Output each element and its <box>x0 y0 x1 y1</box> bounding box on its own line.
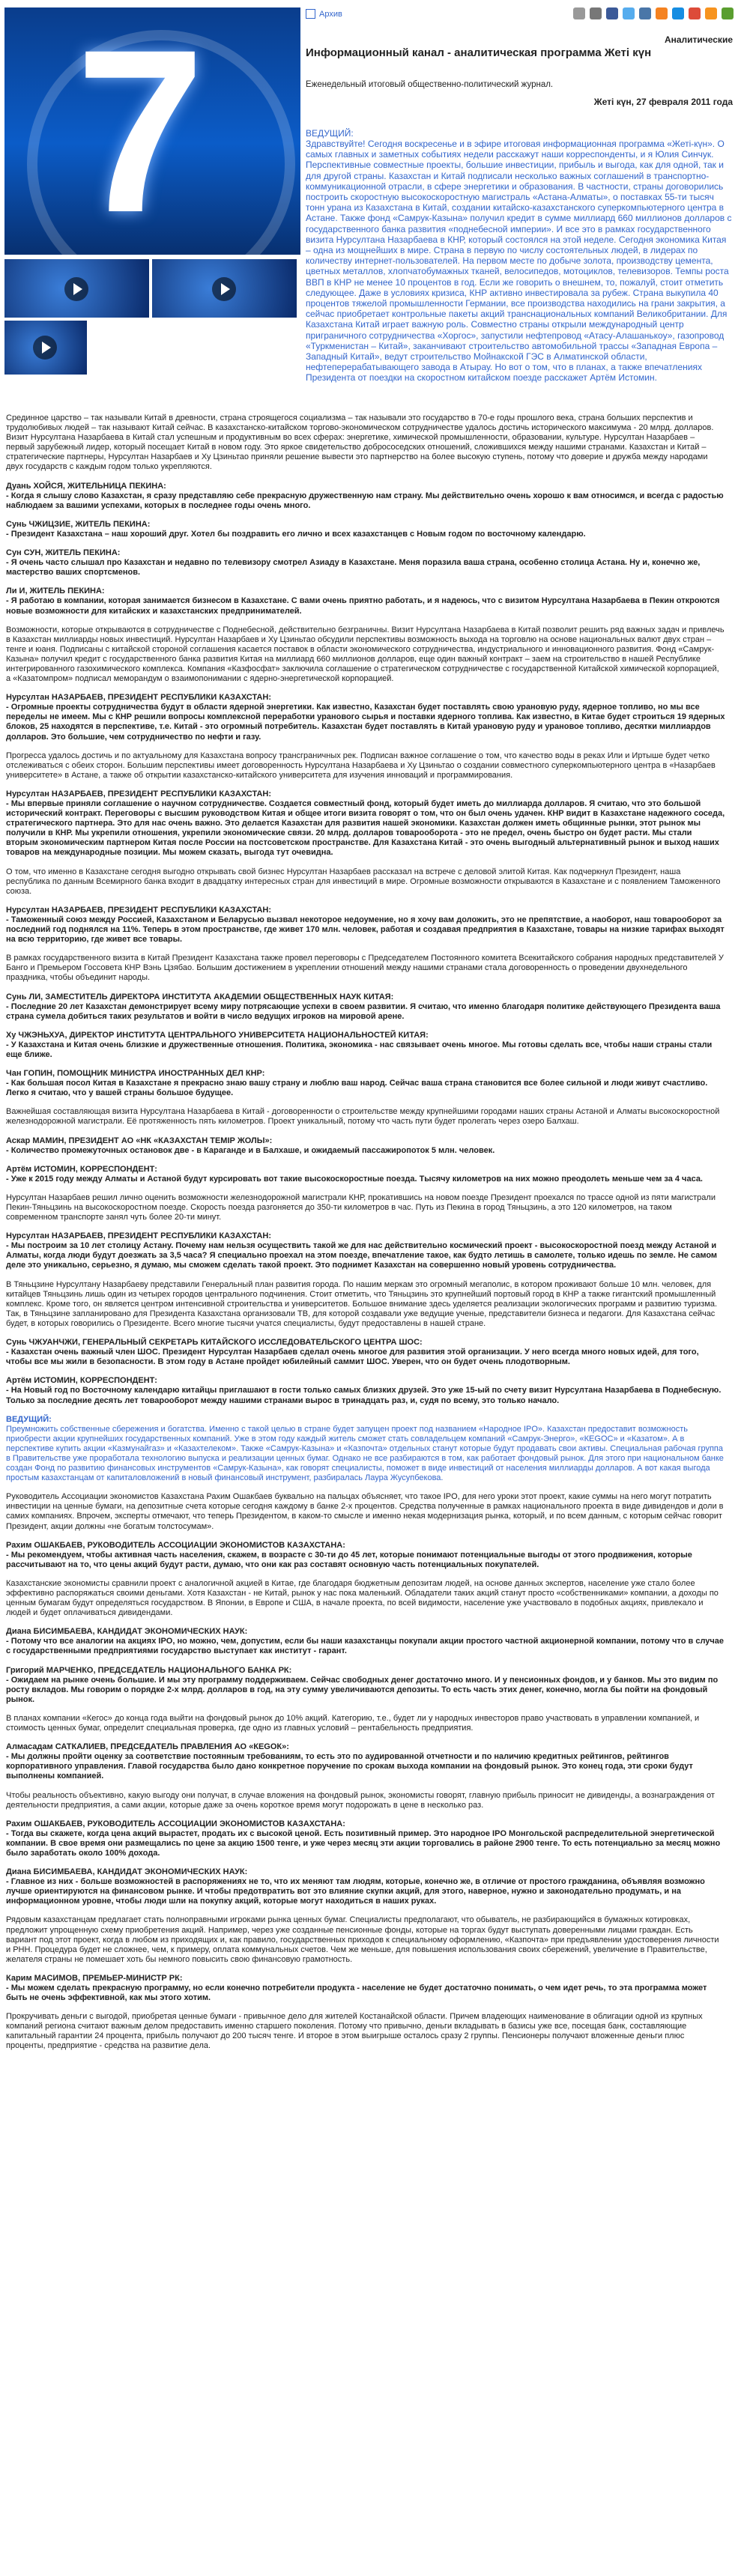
article-type: Аналитические <box>664 34 733 45</box>
quote-block <box>6 1338 725 1367</box>
paragraph-text: - Я работаю в компании, которая занимается бизнесом в Казахстане. С вами очень приятно работать, и я надеюсь, что с визитом Нурсултана Назарбаева в Пекин откроются новые возможности для китайских и казахстанских предпринимателей. <box>6 596 720 616</box>
paragraph-text: - Последние 20 лет Казахстан демонстрирует всему миру потрясающие успехи в своем развитии. Я считаю, что именно благодаря политике действующего Президента ваша страна сумела добиться таких результатов и войти в число ведущих игроков на мировой арене. <box>6 1001 721 1021</box>
speaker-name: Сунь ЧЖУАНЧЖИ, ГЕНЕРАЛЬНЫЙ СЕКРЕТАРЬ КИТАЙСКОГО ИССЛЕДОВАТЕЛЬСКОГО ЦЕНТРА ШОС: <box>6 1338 423 1348</box>
paragraph-text: - Потому что все аналогии на акциях IPO, но можно, чем, допустим, если бы наши казахстанцы покупали акции простого частной акционерной компании, потому что в случае с государственными предприятиями государство выступает как институт - гарант. <box>6 1637 725 1656</box>
paragraph <box>6 625 725 685</box>
paragraph <box>6 751 725 781</box>
quote-block <box>6 1031 725 1060</box>
speaker-name: Артём ИСТОМИН, КОРРЕСПОНДЕНТ: <box>6 1376 157 1386</box>
video-thumbnails <box>4 259 300 318</box>
quote-block <box>6 1376 725 1405</box>
article-subtitle: Еженедельный итоговый общественно-политический журнал. <box>306 80 554 89</box>
speaker-name: Сун СУН, ЖИТЕЛЬ ПЕКИНА: <box>6 548 121 558</box>
paragraph-text: О том, что именно в Казахстане сегодня выгодно открывать свой бизнес Нурсултан Назарбаев рассказал на встрече с деловой элитой Китая. Как подчеркнул Президент, наша республика по данным Всемирного банка входит в двадцатку интересных стран для инвестиций в мире. Огромные возможности открываются в Казахстане и с появлением Таможенного союза. <box>6 867 721 896</box>
paragraph-text: Прогресса удалось достичь и по актуальному для Казахстана вопросу трансграничных рек. Подписан важное соглашение о том, что качество воды в реках Или и Иртыше будет четко отслеживаться с обеих сторон. Большим перспективы имеет договоренность Нурсултана Назарбаева и Ху Цзиньтао о создании совместного суперкомпьютерного центра в «Назарбаев университете» в Астане, а также об открытии казахстанско-китайского университета для изучения инноваций и программирования. <box>6 751 716 780</box>
lead-text: Здравствуйте! Сегодня воскресенье и в эфире итоговая информационная программа «Жеті-күн». О самых главных и заметных событиях недели расскажут наши корреспонденты, и я Юлия Синчук. Перспективные совместные проекты, большие инвестиции, прибыль и выгода, как для одной, так и для другой страны. Казахстан и Китай подписали несколько важных соглашений в транспортно-коммуникационной отрасли, в сфере энергетики и образования. В частности, страны договорились построить скоростную высокоскоростную магистраль «Астана-Алматы», о поставках 55-ти тысяч тонн урана из Казахстана в Китай, создании китайско-казахстанского суперкомпьютерного центра в Астане. Также фонд «Самрук-Казына» получил кредит в сумме миллиард 660 миллионов долларов с государственного банка развития «поднебесной империи». И все это в рамках государственного визита Нурсултана Назарбаева в КНР, который состоялся на этой неделе. Сегодня экономика Китая – одна из мощнейших в мире. Страна в первую по числу состоятельных людей, в лидерах по количеству интернет-пользователей. На первом месте по добыче золота, производству цемента, цветных металлов, хлопчатобумажных тканей, велосипедов, мотоциклов, телевизоров. Темпы роста ВВП в КНР не менее 10 процентов в год. Если же говорить о внешнем, то, пожалуй, стоит отметить следующее. Даже в условиях кризиса, КНР активно инвестировала за рубеж. Страна выкупила 40 процентов тяжелой промышленности Германии, все производства находились на грани закрытия, а сейчас приобретает контрольные пакеты акций транснациональных компаний Великобритании. Для Казахстана Китай играет важную роль. Совместно страны открыли международный центр приграничного сотрудничества «Хоргос», запустили нефтепровод «Атасу-Алашанькоу», газопровод «Туркменистан – Китай», заканчивают строительство автомобильной трассы «Западная Европа – Западный Китай», ведут строительство Мойнакской ГЭС в Алматинской области, нефтеперерабатывающего завода в Атырау. Но вот о том, что в планах, а также впечатлениях Президента от поездки на скоростном китайском поезде расскажет Артём Истомин. <box>306 139 732 384</box>
article-header <box>306 34 733 384</box>
quote-block <box>6 693 725 742</box>
paragraph-text: - Мы впервые приняли соглашение о научном сотрудничестве. Создается совместный фонд, который будет иметь до миллиарда долларов. Я считаю, что это большой исторический контракт. Переговоры с высшим руководством Китая и общее итоги визита говорят о том, что он был очень удачен. КНР видит в Казахстане надежного соседа, стратегического партнера. Это для нас очень важно. Это делается Казахстан для развития нашей экономики. Казахстан должен иметь общинные рынки, этот рынок мы получили в КНР. Мы укрепили отношения, укрепили экономические связи. 20 млрд. долларов товарооборота - это не предел, очень быстро он будет расти. Мы стали вторым экономическим партнером Китая после России на постсоветском пространстве. Для Казахстана Китай - это очень выгодный альтернативный рынок и выход наших товаров на международные позиции. Мы можем сказать, выгода тут очевидна. <box>6 799 725 858</box>
quote-block <box>6 1819 725 1858</box>
quote-block <box>6 1666 725 1705</box>
speaker-name: Нурсултан НАЗАРБАЕВ, ПРЕЗИДЕНТ РЕСПУБЛИКИ КАЗАХСТАН: <box>6 1231 272 1241</box>
paragraph-text: Нурсултан Назарбаев решил лично оценить возможности железнодорожной магистрали КНР, прокатившись на новом поезде Президент проехался по трассе одной из пяти магистрали Пекин-Тяньцзинь на высокоскоростном поезде. Скорость поезда разгоняется до 350-ти километров в час. Путь из Пекина в город Тяньцзинь, а это 120 километров, на таком современном транспорте занял чуть более 20-ти минут. <box>6 1192 716 1222</box>
paragraph-text: В рамках государственного визита в Китай Президент Казахстана также провел переговоры с Председателем Постоянного комитета Всекитайского собрания народных представителей У Банго и Премьером Госсовета КНР Вэнь Цзябао. Большим достижением в укреплении отношений между нашими странами стала договоренность о проведении двухнедельного праздника, чтобы объединит народы. <box>6 954 724 983</box>
paragraph-text: Рядовым казахстанцам предлагает стать полноправными игроками рынка ценных бумаг. Специалисты предполагают, что обыватель, не разбирающийся в бумажных котировках, предложит упрощенную схему приобретения акций. Например, через уже созданные пенсионные фонды, которые на торгах будут выступать доверенными лицами граждан. Есть вариант под этот проект, когда в любом из приходящих и, как правило, государственных приходов к специальному оформлению, «Казпочта» при предъявлении удостоверения личности и РНН. Процедура будет не сложнее, чем, к примеру, оплата коммунальных счетов. Чем же меньше, для повышения использования своих сбережений, увеличение в Правительстве, желателя страны не помешает хоть бы немного повысить свою финансовую грамотность. <box>6 1915 719 1964</box>
paragraph <box>6 1579 725 1618</box>
play-icon[interactable] <box>64 277 88 301</box>
paragraph <box>6 1791 725 1810</box>
quote-block <box>6 1069 725 1098</box>
paragraph-text: - Главное из них - больше возможностей в распоряжениях не то, что их меняют там людям, которые, конечно же, в отличие от простого гражданина, объявляя возможно лучше ориентируются на финансовом рынке. И чтобы предотвратить вот это влияние скупки акций, для этого, наверное, нужно и законодательно продумать, и на информационном уровне, чтобы люди шли на покупку акций, которые могут находиться в наших руках. <box>6 1877 705 1906</box>
quote-block <box>6 1541 725 1570</box>
quote-block <box>6 1974 725 2003</box>
article-date: Жеті күн, 27 февраля 2011 года <box>593 97 733 107</box>
video-thumbnail[interactable] <box>152 259 297 318</box>
print-icon[interactable] <box>573 7 585 19</box>
paragraph-text: - У Казахстана и Китая очень близкие и дружественные отношения. Политика, экономика - нас связывает очень многое. Мы готовы сделать все, чтобы наши страны стали еще ближе. <box>6 1040 713 1059</box>
paragraph-text: Срединное царство – так называли Китай в древности, страна строящегося социализма – так называли это государство в 70-е годы прошлого века, страна больших перспектив и трудолюбивых людей – так называют Китай сейчас. В казахстанско-китайском торгово-экономическом сотрудничестве удалось достичь исторического максимума - 20 млрд. долларов. Визит Нурсултана Назарбаева в Китай стал успешным и продуктивным во всех сферах: энергетике, химической промышленности, образовании, культуре. Нурсултан Назарбаев – первый зарубежный лидер, который посещает Китай в новом году. Это яркое свидетельство добрососедских отношений, сложившихся между нашими странами. Казахстан и Китай – стратегические партнеры, Нурсултан Назарбаев и Ху Цзиньтао приняли решение вывести это партнерство на более высокую ступень, потому что доверие и дружба между народами двух государств с каждым годом только укрепляются. <box>6 413 714 472</box>
speaker-name: Алмасадам САТКАЛИЕВ, ПРЕДСЕДАТЕЛЬ ПРАВЛЕНИЯ АО «КЕGОК»: <box>6 1742 289 1752</box>
paragraph <box>6 867 725 897</box>
paragraph-text: - Количество промежуточных остановок две - в Караганде и в Балхаше, и ожидаемый пассажиропоток 5 млн. человек. <box>6 1145 495 1155</box>
odnoklassniki-icon[interactable] <box>656 7 668 19</box>
google-icon[interactable] <box>689 7 701 19</box>
video-thumbnail[interactable] <box>4 321 87 375</box>
paragraph <box>6 1915 725 1964</box>
article-title: Информационный канал - аналитическая программа Жеті күн <box>306 46 652 59</box>
paragraph <box>6 1280 725 1329</box>
twitter-icon[interactable] <box>623 7 635 19</box>
speaker-name: Нурсултан НАЗАРБАЕВ, ПРЕЗИДЕНТ РЕСПУБЛИКИ КАЗАХСТАН: <box>6 693 272 703</box>
paragraph-text: Преумножить собственные сбережения и богатства. Именно с такой целью в стране будет запущен проект под названием «Народное IPO». Казахстан предоставит возможность приобрести акции крупнейших государственных компаний. Уже в этом году каждый житель сможет стать совладельцем компаний «Самрук-Энерго», «КЕGОС» и «Казатом». А в перспективе купить акции «Казмунайгаз» и «Казахтелеком». Также «Самрук-Казына» и «Казпочта» отдельных станут которые будут продавать свои активы. Специальная рабочая группа в Правительстве уже проработала технологию выпуска и реализации ценных бумаг. Однако не все разбираются в том, как работает фондовый рынок. Для этого при национальном банке создан Фонд по развитию финансовых инструментов «Самрук-Казына», как говорят специалисты, поможет в виде инвестиций от населения миллиарды долларов. А вот какая выгода простым казахстанцам от капиталовложений в новый финансовый инструмент, разбиралась Лаура Жусупбекова. <box>6 1424 724 1483</box>
paragraph-text: - Ожидаем на рынке очень большие. И мы эту программу поддерживаем. Сейчас свободных денег достаточно много. И у пенсионных фондов, и у банков. Мы это видим по росту вкладов. Мы говорим о порядке 2-х млрд. долларов в год, на эту сумму увеличиваются депозиты. То есть часть этих денег, конечно, могла бы пойти на фондовый рынок. <box>6 1675 719 1704</box>
paragraph-text: - Казахстан очень важный член ШОС. Президент Нурсултан Назарбаев сделал очень многое для развития этой организации. У него всегда много новых идей, для того, чтобы все мы жили в безопасности. В этом году в Астане пройдет юбилейный саммит ШОС. Уверен, что он будет очень плодотворным. <box>6 1348 699 1367</box>
paragraph-text: Возможности, которые открываются в сотрудничестве с Поднебесной, действительно безграничны. Визит Нурсултана Назарбаева в Китай позволит решить ряд важных задач и привлечь в Казахстан миллиарды новых инвестиций. Нурсултан Назарбаев и Ху Цзиньтао обсудили перспективы возможность выхода на торговлю на основе национальных валют двух стран – тенге и юаня. Подписаны с китайской стороной соглашения касается поставок в области экономического сотрудничества, индустриального и инновационного развития. Фонд «Самрук-Казына» получил кредит с государственного банка развития Китая на миллиард 660 миллионов долларов, еще один важный контракт – заем на строительство в нашей Республике интегрированного газохимического комплекса. Компания «Казфосфат» заключила соглашение о стратегическом сотрудничестве с государственной Китайской химической корпорацией, а «Казатомпром» подписал меморандум о взаимопонимании с ядерно-энергетической корпорацией. <box>6 625 725 684</box>
paragraph-text: - Мы построим за 10 лет столицу Астану. Почему нам нельзя осуществить такой же для нас действительно космический проект - высокоскоростной поезд между Астаной и Алматы, когда люди будут доезжать за 3,5 часа? Я специально проехал на этом поезде, впечатление такое, как будто летишь в самолете, только идешь по земле. Не самом деле это уникально, серьезно, я думаю, мы сможем сделать такой проект. Это поднимет Казахстан на совершенно новый уровень сотрудничества. <box>6 1241 718 1270</box>
paragraph-text: - Я очень часто слышал про Казахстан и недавно по телевизору смотрел Азиаду в Казахстане. Меня поразила ваша страна, особенно столица Астана. Ну и, конечно же, мастерство ваших спортсменов. <box>6 558 701 578</box>
speaker-name: Нурсултан НАЗАРБАЕВ, ПРЕЗИДЕНТ РЕСПУБЛИКИ КАЗАХСТАН: <box>6 789 272 798</box>
video-thumbnail[interactable] <box>4 259 149 318</box>
speaker-name: Ли И, ЖИТЕЛЬ ПЕКИНА: <box>6 587 105 596</box>
speaker-name: Карим МАСИМОВ, ПРЕМЬЕР-МИНИСТР РК: <box>6 1973 183 1983</box>
lead-speaker: ВЕДУЩИЙ: <box>306 128 354 139</box>
breadcrumb-label[interactable]: Архив <box>319 9 342 19</box>
paragraph-text: - На Новый год по Восточному календарю китайцы приглашают в гости только самых близких друзей. Это уже 15-ый по счету визит Нурсултана Назарбаева в Поднебесную. Только за последние десять лет товарооборот между нашими странами вырос в тринадцать раз, и, судя по всему, это только начало. <box>6 1386 722 1405</box>
mail-icon[interactable] <box>590 7 602 19</box>
channel-logo-image: 7 <box>4 7 300 255</box>
quote-block <box>6 1136 725 1156</box>
speaker-name: Нурсултан НАЗАРБАЕВ, ПРЕЗИДЕНТ РЕСПУБЛИКИ КАЗАХСТАН: <box>6 905 272 915</box>
speaker-name: Сунь ЧЖИЦЗИЕ, ЖИТЕЛЬ ПЕКИНА: <box>6 519 151 529</box>
paragraph-text: - Мы можем сделать прекрасную программу, но если конечно потребители продукта - население не будет достаточно понимать, о чем идет речь, то эта программа может быть не очень эффективной, как мы этого хотим. <box>6 1983 707 2003</box>
speaker-name: Диана БИСИМБАЕВА, КАНДИДАТ ЭКОНОМИЧЕСКИХ НАУК: <box>6 1867 248 1877</box>
paragraph-text: - Таможенный союз между Россией, Казахстаном и Беларусью вызвал некоторое недоумение, но я хочу вам доложить, это не препятствие, а наоборот, наш товарооборот за последний год поднялся на 11%. Теперь в этом пространстве, где живет 170 млн. человек, работая и создавая предприятия в Казахстане, товары на низкие тарифах выходят на всю территорию, где живет все товары. <box>6 915 725 945</box>
paragraph-text: - Когда я слышу слово Казахстан, я сразу представляю себе прекрасную дружественную нам страну. Мы действительно очень хорошо к вам относимся, и всегда с радостью наблюдаем за вашими успехами, которых в последнее годы очень много. <box>6 491 724 510</box>
speaker-name: Ху ЧЖЭНЬХУА, ДИРЕКТОР ИНСТИТУТА ЦЕНТРАЛЬНОГО УНИВЕРСИТЕТА НАЦИОНАЛЬНОСТЕЙ КИТАЯ: <box>6 1030 429 1040</box>
media-column <box>4 7 300 375</box>
paragraph <box>6 1714 725 1733</box>
paragraph-text: - Президент Казахстана – наш хороший друг. Хотел бы поздравить его лично и всех казахстанцев с Новым годом по восточному календарю. <box>6 529 586 539</box>
paragraph <box>6 1107 725 1127</box>
paragraph-text: В планах компании «Кегос» до конца года выйти на фондовый рынок до 10% акций. Категорию, т.е., будет ли у народных инвесторов право участвовать в управлении компанией, и стоимость ценных бумаг, определит специальная проверка, где одно из главных условий – рентабельность предприятия. <box>6 1713 700 1733</box>
breadcrumb[interactable] <box>306 9 342 19</box>
paragraph-text: Прокручивать деньги с выгодой, приобретая ценные бумаги - привычное дело для жителей Костанайской области. Причем владеющих наименование в облигации одной из крупных компаний региона считают важным делом предоставить именно старшего поколения. Потому что привычно, деньги вкладывать в базисы уже все, посещая банк, составляющие капитальный гарантии 24 процента, прибыль получают до 200 тысяч тенге. И второе в этом выигрыше осталось сразу 2 группы. Пенсионеры получают вложенные деньги плюс проценты, предприятие - средства на развитие дела. <box>6 2012 703 2051</box>
paragraph-text: - Мы должны пройти оценку за соответствие постоянным требованиям, то есть это по аудированной отчетности и по наличию кредитных рейтингов, рейтингов корпоративного управления. Главой государства было дано конкретное поручение по срокам выхода компании на фондовый рынок. Это конец года, эти сроки будут выполнены компанией. <box>6 1752 693 1781</box>
quote-block <box>6 1415 725 1484</box>
speaker-name: Аскар МАМИН, ПРЕЗИДЕНТ АО «НК «КАЗАХСТАН ТЕМІР ЖОЛЫ»: <box>6 1136 273 1145</box>
speaker-name: Диана БИСИМБАЕВА, КАНДИДАТ ЭКОНОМИЧЕСКИХ НАУК: <box>6 1627 248 1637</box>
bookmark-icon[interactable] <box>722 7 734 19</box>
quote-block <box>6 790 725 858</box>
quote-block <box>6 1165 725 1184</box>
paragraph <box>6 2012 725 2051</box>
quote-block <box>6 587 725 616</box>
quote-block <box>6 1231 725 1270</box>
paragraph-text: - Уже к 2015 году между Алматы и Астаной будут курсировать вот такие высокоскоростные поезда. Тысячу километров на них можно преодолеть меньше чем за 4 часа. <box>6 1174 703 1184</box>
vk-icon[interactable] <box>639 7 651 19</box>
paragraph <box>6 1492 725 1531</box>
quote-block <box>6 548 725 578</box>
quote-block <box>6 906 725 945</box>
quote-block <box>6 482 725 511</box>
rss-icon[interactable] <box>705 7 717 19</box>
paragraph-text: В Тяньцзине Нурсултану Назарбаеву представили Генеральный план развития города. По нашим меркам это огромный мегаполис, в котором проживают больше 10 млн. человек, для китайцев Тяньцзинь лишь один из четырех городов центрального подчинения. Стоит отметить, что Тяньцзинь это крупнейший портовый город в КНР а также гигантский промышленный комплекс. Кроме того, он является центром интенсивной строительства и университетов. Большое внимание здесь уделяется реализации экологических программ и развитию туризма. Так, в Тяньцзине запланировано для Президента Казахстана организовали ТВ, для которой создавали уже ведущие ученые, представители бизнеса и педагоги. Для Казахстана сейчас будет, в которых говорились о Президенте. Всего многие тысячи учатся специалисты, будут предоставлены в нашей стране. <box>6 1279 718 1328</box>
share-toolbar <box>573 7 734 19</box>
play-icon[interactable] <box>33 336 57 360</box>
speaker-name: Рахим ОШАКБАЕВ, РУКОВОДИТЕЛЬ АССОЦИАЦИИ ЭКОНОМИСТОВ КАЗАХСТАНА: <box>6 1819 345 1828</box>
paragraph <box>6 1193 725 1222</box>
paragraph-text: - Огромные проекты сотрудничества будут в области ядерной энергетики. Как известно, Казахстан будет поставлять свою урановую руду, ядерное топливо, но мы все переделы не имеем. Мы с КНР решили вопросы комплексной переработки уранового сырья и поставки ядерного топлива. Как известно, в Китае будет строиться 19 ядерных блоков, 25 находятся в перспективе, т.е. Китай - это огромный потребитель. Казахстан будет поставлять в Китай урановую руду и урановое топливо, десятки миллиардов долларов. Это большие, чем сотрудничество по нефти и газу. <box>6 703 725 742</box>
paragraph-text: Руководитель Ассоциации экономистов Казахстана Рахим Ошакбаев буквально на пальцах объясняет, что такое IPO, для него уроки этот проект, какие суммы на него могут потратить инвестиции на ценные бумаги, на депозитные счета которые сегодня каждому в банке 2-х процентов. Средства полученные в рамках национального проекта в виде дивидендов и доли в самих компаниях. Впрочем, эксперты отмечают, что теперь Президентом, в каком-то смысле и именно некая модернизация рынка, который, и по всем данным, с которым сейчас говорит Президент, акции должны «не богатым толстосумам». <box>6 1492 724 1531</box>
quote-block <box>6 1867 725 1906</box>
facebook-icon[interactable] <box>606 7 618 19</box>
paragraph-text: Казахстанские экономисты сравнили проект с аналогичной акцией в Китае, где благодаря бюджетным депозитам людей, на основе данных экспертов, население уже стало более эффективно распоряжаться своими деньгами. Хотя Казахстан - не Китай, рынок у нас пока маленький. Обладатели таких акций станут просто «собственниками» компании, а доходы по ценным бумагам будут определяться государством. В Японии, в Европе и США, в начале проекта, по всей видимости, население уже участвовало в подобных акциях, привлекало и людей и будет оплачиваться дивидендами. <box>6 1578 719 1618</box>
speaker-name: Чан ГОПИН, ПОМОЩНИК МИНИСТРА ИНОСТРАННЫХ ДЕЛ КНР: <box>6 1069 265 1079</box>
play-icon[interactable] <box>212 277 236 301</box>
speaker-name: Артём ИСТОМИН, КОРРЕСПОНДЕНТ: <box>6 1164 157 1174</box>
paragraph-text: Важнейшая составляющая визита Нурсултана Назарбаева в Китай - договоренности о строительстве между крупнейшими городами наших страны Астаной и Алматы высокоскоростной железнодорожной магистрали. Её протяженность пять километров. Проект уникальный, потому что часть пути будет пролегать через озеро Балхаш. <box>6 1107 720 1127</box>
quote-block <box>6 1742 725 1781</box>
paragraph-text: - Мы рекомендуем, чтобы активная часть населения, скажем, в возрасте с 30-ти до 45 лет, которые понимают потенциальные выгоды от этого продвижения, которые рассчитывают на то, что цены акций будут расти, думаю, что они как раз составят основную часть потенциальных покупателей. <box>6 1550 692 1569</box>
quote-block <box>6 992 725 1022</box>
paragraph-text: - Тогда вы скажете, когда цена акций вырастет, продать их с высокой ценой. Есть позитивный пример. Это народное IPO Монгольской распределительной энергетической компании. В свое время они размещались по цене за акцию 1500 тенге, и уже через месяц эти акции торговались в районе 2900 тенге. То есть потенциально за месяц можно было заработать около 100% дохода. <box>6 1828 721 1858</box>
quote-block <box>6 1627 725 1656</box>
speaker-name: Сунь ЛИ, ЗАМЕСТИТЕЛЬ ДИРЕКТОРА ИНСТИТУТА АКАДЕМИИ ОБЩЕСТВЕННЫХ НАУК КИТАЯ: <box>6 992 394 1001</box>
speaker-name: ВЕДУЩИЙ: <box>6 1414 52 1424</box>
quote-block <box>6 520 725 539</box>
paragraph-text: - Как большая посол Китая в Казахстане я прекрасно знаю вашу страну и люблю ваш народ. Сейчас ваша страна становится все более сильной и люди живут счастливо. Легко я считаю, что у вашей страны большое будущее. <box>6 1079 708 1098</box>
paragraph-text: Чтобы реальность объективно, какую выгоду они получат, в случае вложения на фондовый рынок, экономисты говорят, главную прибыль приносит не дивиденды, а вознаграждения от деятельности предприятия, а сами акции, которые даже за очень короткое время могут подорожать в цене в несколько раз. <box>6 1790 715 1810</box>
speaker-name: Рахим ОШАКБАЕВ, РУКОВОДИТЕЛЬ АССОЦИАЦИИ ЭКОНОМИСТОВ КАЗАХСТАНА: <box>6 1540 345 1550</box>
speaker-name: Григорий МАРЧЕНКО, ПРЕДСЕДАТЕЛЬ НАЦИОНАЛЬНОГО БАНКА РК: <box>6 1665 292 1675</box>
article-body <box>6 413 725 2061</box>
paragraph <box>6 954 725 983</box>
paragraph <box>6 413 725 473</box>
mailru-icon[interactable] <box>672 7 684 19</box>
archive-icon <box>306 9 315 19</box>
speaker-name: Дуань ХОЙСЯ, ЖИТЕЛЬНИЦА ПЕКИНА: <box>6 481 166 491</box>
